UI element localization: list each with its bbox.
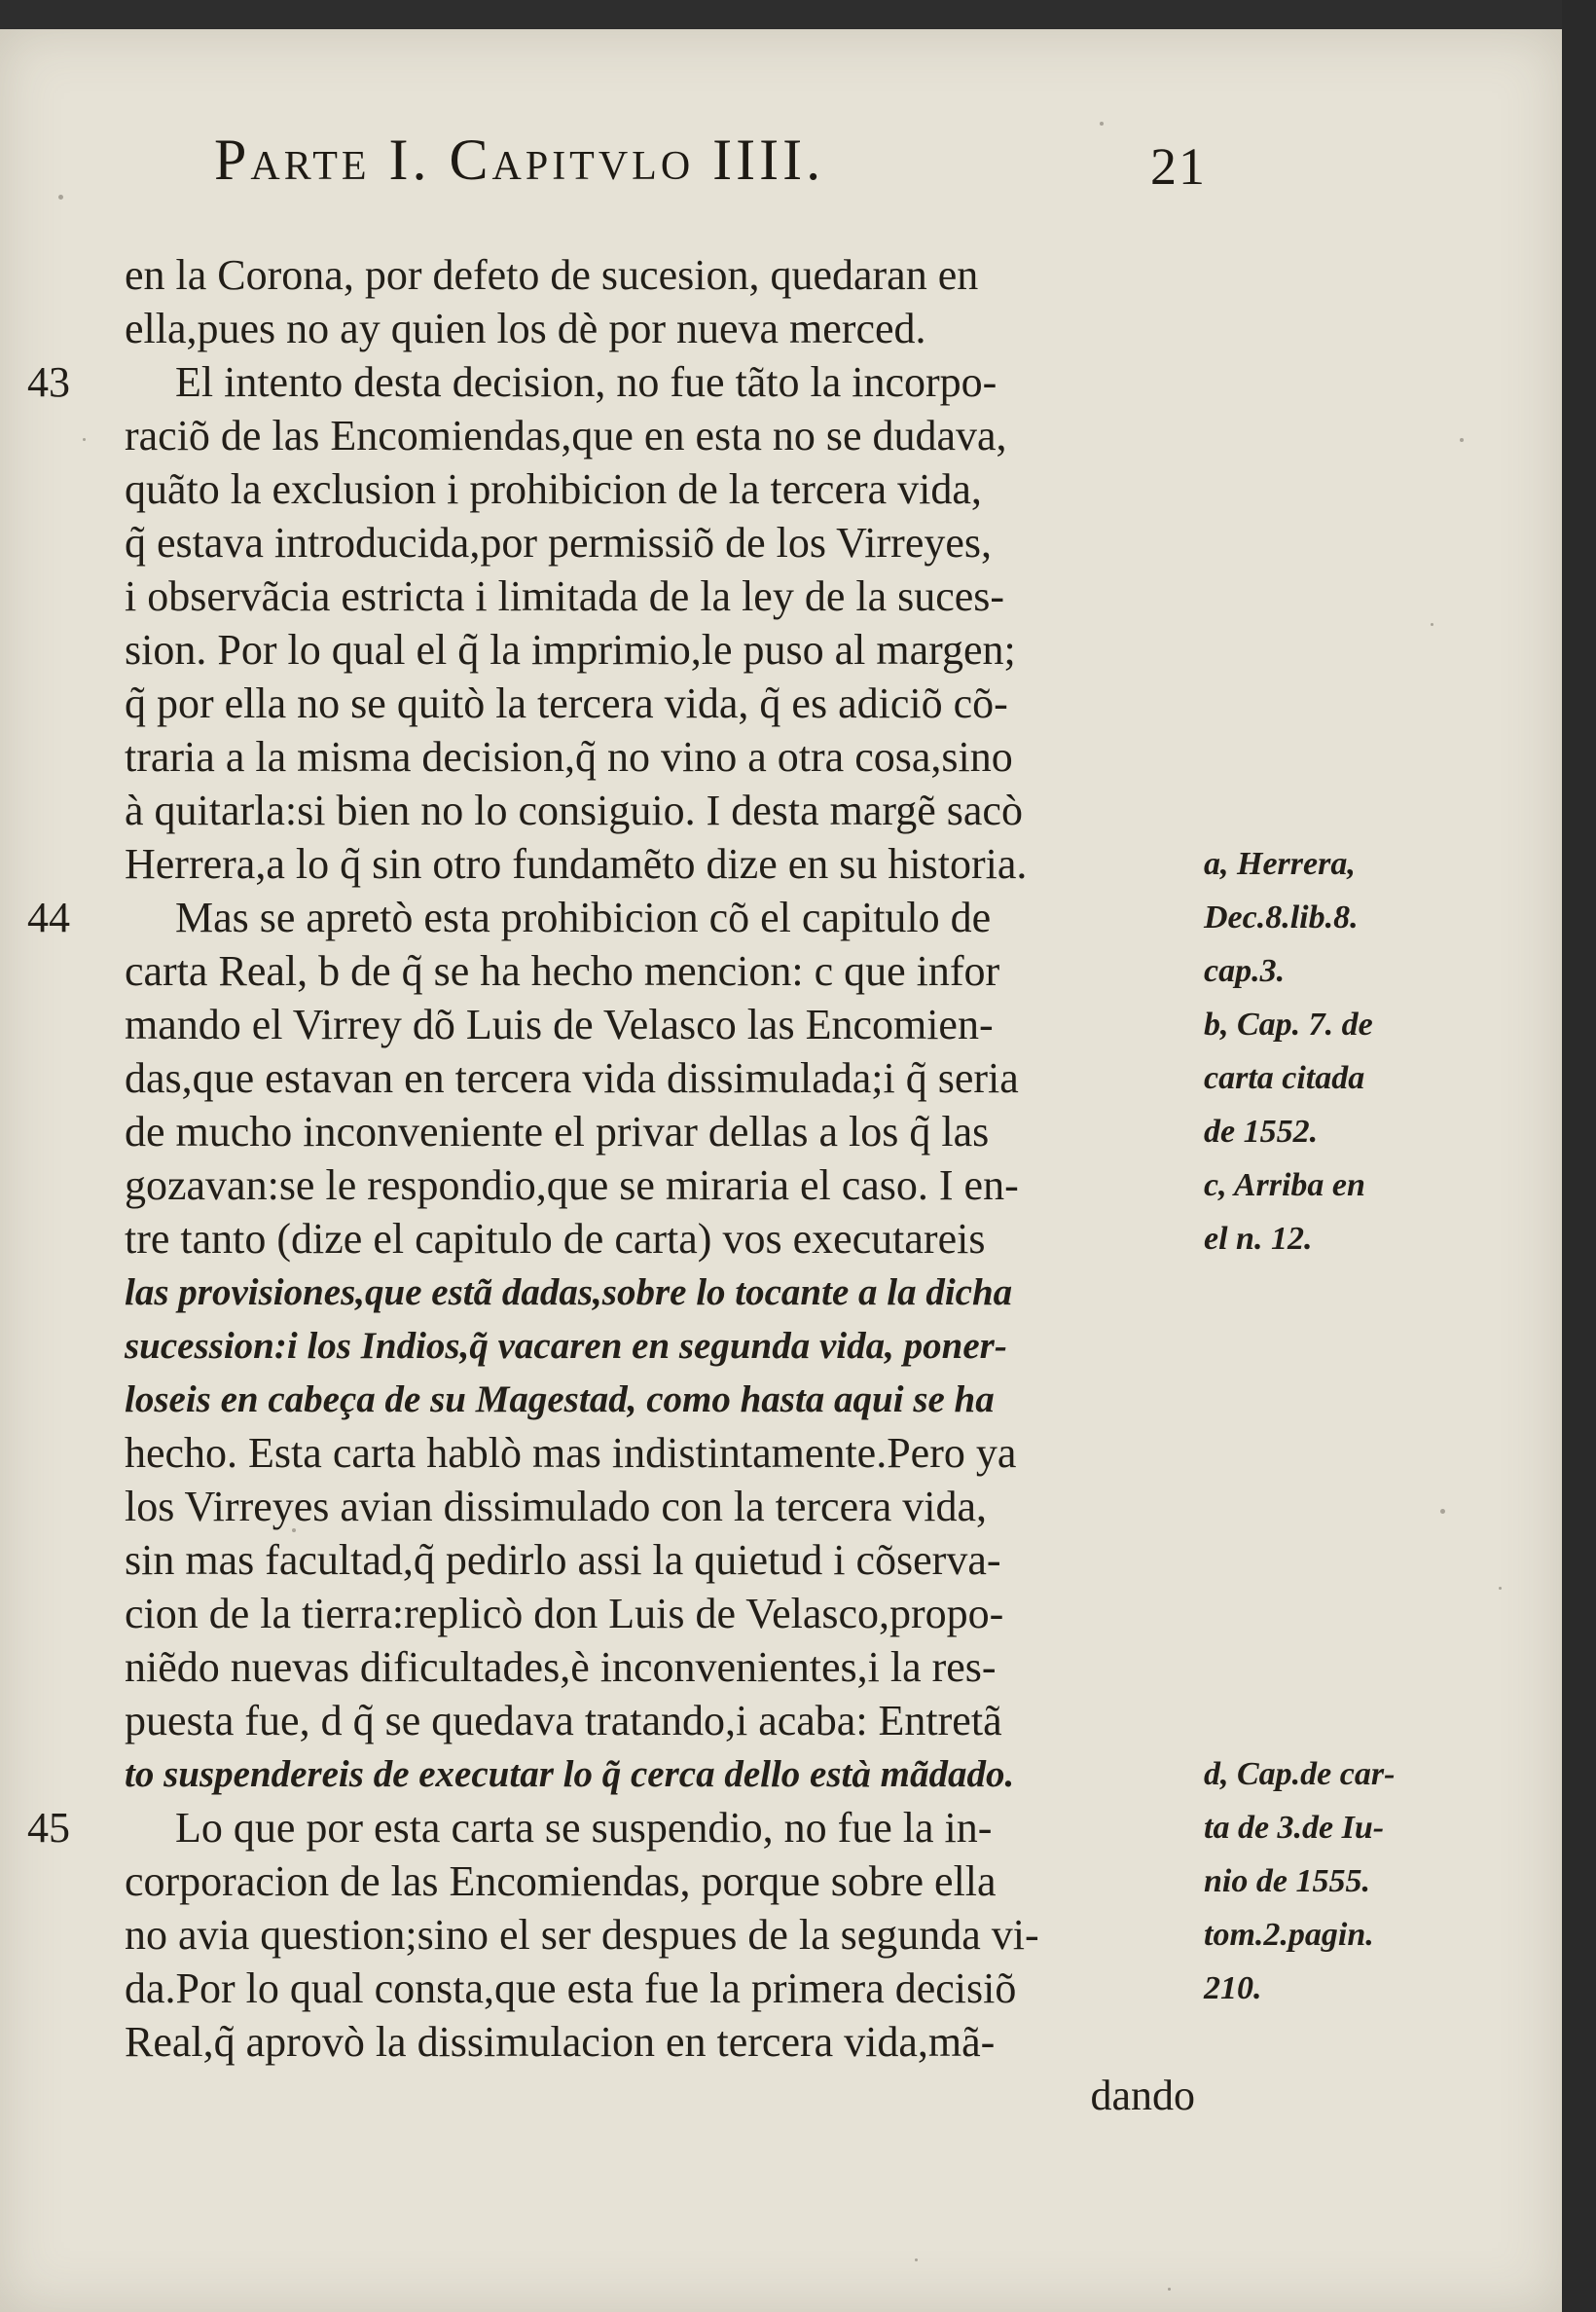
paragraph-number: 44 (27, 894, 70, 941)
paragraph-number: 43 (27, 358, 70, 406)
text-line (125, 569, 1195, 623)
text-line (125, 1105, 1195, 1158)
line-text: tre tanto (dize el capitulo de carta) vos executareis (125, 1215, 986, 1263)
line-text: carta Real, b de q̃ se ha hecho mencion: c que infor (125, 947, 1000, 995)
text-line (125, 1640, 1195, 1694)
line-text: quãto la exclusion i prohibicion de la tercera vida, (125, 465, 982, 513)
line-text: sucession:i los Indios,q̃ vacaren en segunda vida, poner- (125, 1325, 1007, 1367)
paper-speck (1168, 2288, 1171, 2291)
text-line (125, 1694, 1195, 1747)
line-text: ella,pues no ay quien los dè por nueva merced. (125, 305, 926, 352)
text-line (125, 1319, 1195, 1373)
paper-speck (1499, 1587, 1502, 1590)
line-text: puesta fue, d q̃ se quedava tratando,i acaba: Entretã (125, 1697, 1002, 1744)
paper-speck (1460, 438, 1464, 442)
text-line (27, 891, 1195, 944)
text-line (125, 462, 1195, 516)
line-text: de mucho inconveniente el privar dellas a los q̃ las (125, 1108, 990, 1156)
text-line (125, 248, 1195, 302)
text-line (125, 409, 1195, 462)
page-header (214, 127, 1207, 214)
line-text: dando (1090, 2072, 1195, 2119)
text-line (125, 623, 1195, 677)
text-line (125, 1533, 1195, 1587)
line-text: loseis en cabeça de su Magestad, como hasta aqui se ha (125, 1378, 995, 1420)
line-text: Real,q̃ aprovò la dissimulacion en tercera vida,mã- (125, 2018, 996, 2066)
margin-note: carta citada (1204, 1060, 1365, 1096)
line-text: sion. Por lo qual el q̃ la imprimio,le puso al margen; (125, 626, 1016, 674)
line-text: q̃ estava introducida,por permissiõ de los Virreyes, (125, 519, 992, 567)
paragraph-number: 45 (27, 1804, 70, 1852)
text-line (125, 1962, 1195, 2015)
text-line (125, 516, 1195, 569)
line-text: corporacion de las Encomiendas, porque sobre ella (125, 1857, 997, 1905)
text-line (27, 355, 1195, 409)
line-text: q̃ por ella no se quitò la tercera vida, q̃ es adiciõ cõ- (125, 679, 1008, 727)
margin-note: c, Arriba en (1204, 1167, 1365, 1203)
line-text: raciõ de las Encomiendas,que en esta no se dudava, (125, 412, 1007, 459)
margin-note: ta de 3.de Iu- (1204, 1810, 1385, 1846)
paper-speck (1440, 1509, 1445, 1514)
margin-note: 210. (1204, 1970, 1262, 2006)
margin-note: d, Cap.de car- (1204, 1756, 1396, 1792)
line-text: cion de la tierra:replicò don Luis de Velasco,propo- (125, 1590, 1004, 1637)
text-line (125, 837, 1195, 891)
scan-edge (1562, 0, 1596, 2312)
text-line (125, 784, 1195, 837)
text-line (125, 1051, 1195, 1105)
running-title: Parte I. Capitvlo IIII. (214, 128, 825, 192)
folio-number: 21 (1150, 137, 1207, 196)
text-line (125, 677, 1195, 730)
paper-speck (58, 195, 63, 200)
line-text: El intento desta decision, no fue tãto la incorpo- (175, 358, 998, 406)
line-text: niẽdo nuevas dificultades,è inconvenientes,i la res- (125, 1643, 997, 1691)
text-line (27, 1801, 1195, 1854)
line-text: to suspendereis de executar lo q̃ cerca dello està mãdado. (125, 1753, 1015, 1795)
text-line (125, 944, 1195, 998)
margin-note: a, Herrera, (1204, 846, 1356, 882)
text-line (125, 1266, 1195, 1319)
text-line (125, 1426, 1195, 1480)
text-line (125, 1373, 1195, 1426)
line-text: gozavan:se le respondio,que se miraria el caso. I en- (125, 1161, 1019, 1209)
line-text: hecho. Esta carta hablò mas indistintamente.Pero ya (125, 1429, 1017, 1477)
paper-speck (915, 2258, 918, 2261)
line-text: das,que estavan en tercera vida dissimulada;i q̃ seria (125, 1054, 1019, 1102)
line-text: no avia question;sino el ser despues de la segunda vi- (125, 1911, 1039, 1959)
text-line (125, 1747, 1195, 1801)
text-line (125, 2015, 1195, 2069)
margin-note: tom.2.pagin. (1204, 1917, 1374, 1953)
line-text: Herrera,a lo q̃ sin otro fundamẽto dize en su historia. (125, 840, 1028, 888)
line-text: à quitarla:si bien no lo consiguio. I desta margẽ sacò (125, 787, 1023, 834)
text-line (125, 2069, 1195, 2122)
text-line (125, 1854, 1195, 1908)
book-page (0, 29, 1562, 2312)
margin-note: el n. 12. (1204, 1221, 1313, 1257)
text-line (125, 1212, 1195, 1266)
margin-note: de 1552. (1204, 1114, 1319, 1150)
paper-speck (83, 438, 86, 441)
line-text: los Virreyes avian dissimulado con la tercera vida, (125, 1483, 988, 1530)
text-line (125, 1158, 1195, 1212)
line-text: sin mas facultad,q̃ pedirlo assi la quietud i cõserva- (125, 1536, 1001, 1584)
margin-note: Dec.8.lib.8. (1204, 899, 1359, 936)
text-line (125, 1480, 1195, 1533)
line-text: en la Corona, por defeto de sucesion, quedaran en (125, 251, 979, 299)
text-line (125, 998, 1195, 1051)
line-text: Mas se apretò esta prohibicion cõ el capitulo de (175, 894, 992, 941)
margin-note: b, Cap. 7. de (1204, 1007, 1373, 1043)
text-line (125, 302, 1195, 355)
margin-note: cap.3. (1204, 953, 1286, 989)
line-text: traria a la misma decision,q̃ no vino a otra cosa,sino (125, 733, 1013, 781)
text-line (125, 1908, 1195, 1962)
paper-speck (1100, 122, 1104, 126)
text-line (125, 730, 1195, 784)
line-text: las provisiones,que estã dadas,sobre lo tocante a la dicha (125, 1271, 1013, 1313)
text-line (125, 1587, 1195, 1640)
line-text: da.Por lo qual consta,que esta fue la primera decisiõ (125, 1964, 1017, 2012)
paper-speck (1431, 623, 1433, 626)
line-text: i observãcia estricta i limitada de la ley de la suces- (125, 572, 1005, 620)
line-text: Lo que por esta carta se suspendio, no fue la in- (175, 1804, 993, 1852)
line-text: mando el Virrey dõ Luis de Velasco las Encomien- (125, 1001, 994, 1048)
margin-note: nio de 1555. (1204, 1863, 1370, 1899)
